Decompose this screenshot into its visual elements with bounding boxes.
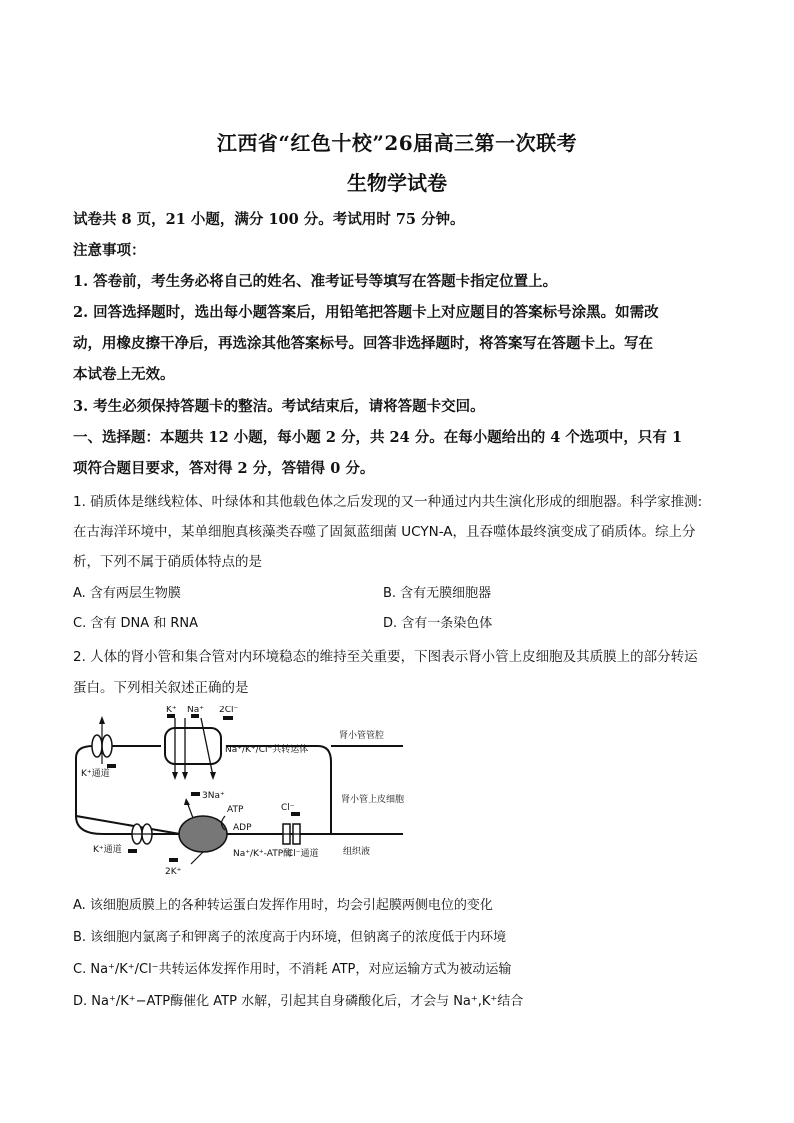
exam-subtitle: 生物学试卷 [347,171,447,195]
exam-title: 江西省“红色十校”26届高三第一次联考 [216,131,578,155]
q1-option-a: A. 含有两层生物膜 [73,586,181,601]
label-atpase: Na⁺/K⁺-ATP酶 [233,849,293,859]
q2-option-c: C. Na⁺/K⁺/Cl⁻共转运体发挥作用时，不消耗 ATP，对应运输方式为被动运输 [73,962,512,977]
kidney-cell-diagram [73,706,473,878]
label-3na: 3Na⁺ [202,791,225,801]
exam-info: 试卷共 8 页，21 小题，满分 100 分。考试用时 75 分钟。 [73,211,465,228]
label-epithelial: 肾小管上皮细胞 [341,795,405,805]
note-1: 1. 答卷前，考生务必将自己的姓名、准考证号等填写在答题卡指定位置上。 [73,273,558,290]
q2-option-a: A. 该细胞质膜上的各种转运蛋白发挥作用时，均会引起膜两侧电位的变化 [73,898,493,913]
label-2k: 2K⁺ [165,867,182,877]
label-k-top: K⁺ [166,706,177,715]
note-3: 3. 考生必须保持答题卡的整洁。考试结束后，请将答题卡交回。 [73,398,485,415]
q2-line-1: 2. 人体的肾小管和集合管对内环境稳态的维持至关重要，下图表示肾小管上皮细胞及其质膜上的部分转运 [73,649,698,665]
atpase-shape [179,816,227,852]
q1-line-2: 在古海洋环境中，某单细胞真核藻类吞噬了固氮蓝细菌 UCYN-A，且吞噬体最终演变成了硝质体。综上分 [73,524,696,540]
note-2-line-1: 2. 回答选择题时，选出每小题答案后，用铅笔把答题卡上对应题目的答案标号涂黑。如需改 [73,304,659,321]
q1-option-d: D. 含有一条染色体 [383,616,493,631]
label-atp: ATP [227,805,244,815]
q2-option-d: D. Na⁺/K⁺−ATP酶催化 ATP 水解，引起其自身磷酸化后，才会与 Na⁺,K⁺结合 [73,994,524,1009]
k-channel-top-right [102,735,112,757]
section-1-line-2: 项符合题目要求，答对得 2 分，答错得 0 分。 [73,460,375,477]
q2-option-b: B. 该细胞内氯离子和钾离子的浓度高于内环境，但钠离子的浓度低于内环境 [73,930,507,945]
label-cotransporter: Na⁺/K⁺/Cl⁻共转运体 [225,745,309,755]
label-cl-top: 2Cl⁻ [219,706,239,715]
label-cl-channel: Cl⁻通道 [287,849,319,859]
section-1-line-1: 一、选择题：本题共 12 小题，每小题 2 分，共 24 分。在每小题给出的 4 个选项中，只有 1 [73,429,683,446]
q1-line-3: 析，下列不属于硝质体特点的是 [73,554,262,570]
label-tissue-fluid: 组织液 [343,847,371,857]
q1-option-b: B. 含有无膜细胞器 [383,586,492,601]
q2-line-2: 蛋白。下列相关叙述正确的是 [73,680,249,696]
cotransporter-shape [165,728,221,764]
label-cl-right: Cl⁻ [281,803,295,813]
label-lumen: 肾小管管腔 [339,731,385,741]
label-adp: ADP [233,823,252,833]
label-k-channel-top: K⁺通道 [81,769,110,779]
label-k-channel-bottom: K⁺通道 [93,845,122,855]
note-2-line-3: 本试卷上无效。 [73,366,175,383]
notes-title: 注意事项： [73,242,146,259]
q1-option-c: C. 含有 DNA 和 RNA [73,616,199,631]
label-na-top: Na⁺ [187,706,204,715]
note-2-line-2: 动，用橡皮擦干净后，再选涂其他答案标号。回答非选择题时，将答案写在答题卡上。写在 [73,335,653,352]
k-channel-top-left [92,735,102,757]
q1-line-1: 1. 硝质体是继线粒体、叶绿体和其他载色体之后发现的又一种通过内共生演化形成的细胞器。科学家推测: [73,494,703,510]
